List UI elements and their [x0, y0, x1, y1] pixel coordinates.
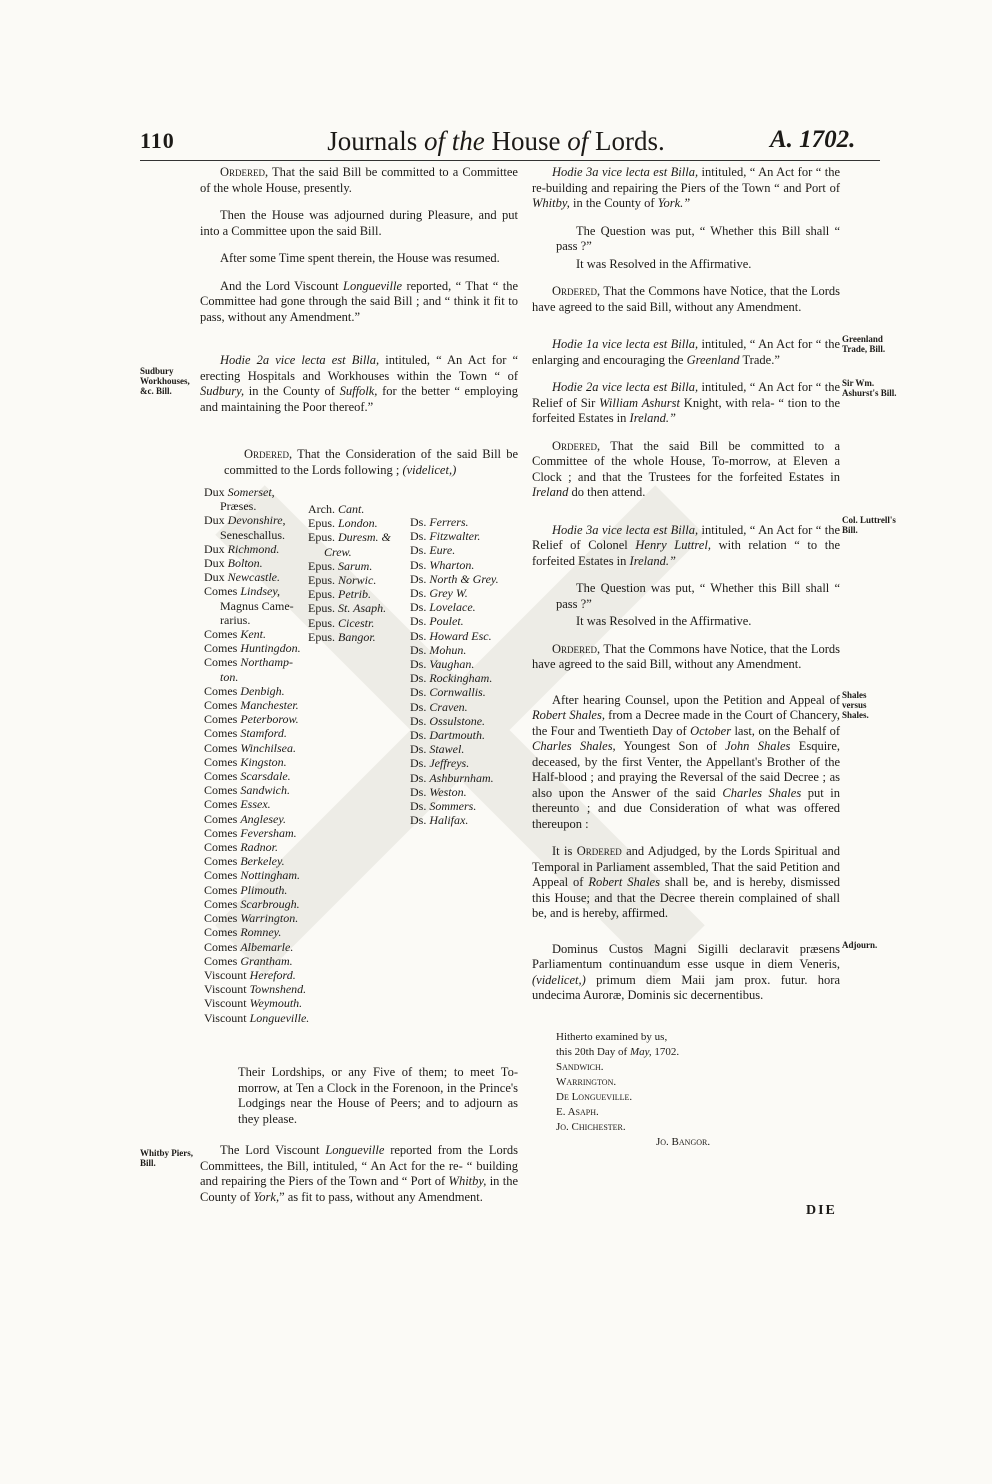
lord-name: Mohun. — [429, 642, 467, 657]
lord-title: Comes — [204, 939, 238, 954]
lord-name: Hereford. — [249, 967, 296, 982]
lord-entry — [204, 627, 309, 641]
lord-title: Ds. — [410, 628, 427, 643]
lord-name: Plimouth. — [240, 882, 288, 897]
lord-entry — [308, 545, 391, 559]
lord-name: Denbigh. — [240, 683, 285, 698]
lord-name: Grantham. — [240, 953, 293, 968]
lord-entry — [204, 911, 309, 925]
lord-name: Fitzwalter. — [429, 529, 481, 544]
paragraph-judgment: It is Ordered and Adjudged, by the Lords Spiritual and Temporal in Parliament assembled, That the said Petition and Appeal of Robert Shales shall be, and is hereby, dismissed this House; and that the Decree therein complained of shall be, and is hereby, affirmed. — [532, 844, 840, 920]
lord-name: Weymouth. — [249, 996, 303, 1011]
lord-title: Epus. — [308, 573, 335, 588]
lord-title: Ds. — [410, 742, 427, 757]
left-column — [200, 165, 518, 490]
margin-note-ashurst: Sir Wm. Ashurst's Bill. — [842, 378, 897, 398]
lord-entry — [204, 755, 309, 769]
lord-entry — [204, 485, 309, 499]
paragraph-sudbury-bill: Hodie 2a vice lecta est Billa, intituled, “ An Act for “ erecting Hospitals and Workhouses within the Town “ of Sudbury, in the County of Suffolk, for the better “ employing and maintaining the Poor thereof.” — [200, 353, 519, 414]
lord-name: Kent. — [240, 627, 267, 642]
margin-note-adjourn: Adjourn. — [842, 940, 878, 950]
lord-title: Comes — [204, 840, 238, 855]
lord-name: Ashburnham. — [429, 770, 494, 785]
page-number: 110 — [140, 128, 175, 153]
lord-title: Dux — [204, 485, 225, 499]
lord-name: Præses. — [220, 499, 257, 514]
lord-title: Ds. — [410, 699, 427, 714]
lord-entry — [204, 925, 309, 939]
lord-name: Poulet. — [429, 614, 464, 629]
lord-entry — [308, 587, 391, 601]
lord-entry — [410, 529, 499, 543]
lord-title: Ds. — [410, 713, 427, 728]
lord-entry — [204, 670, 309, 684]
lord-entry — [204, 698, 309, 712]
lord-title: Viscount — [204, 996, 247, 1011]
signature-intro: Hitherto examined by us, — [556, 1031, 668, 1043]
signature-date: this 20th Day of May, 1702. — [556, 1046, 680, 1058]
paragraph-resumed: After some Time spent therein, the House was resumed. — [220, 251, 500, 265]
lord-title: Ds. — [410, 515, 427, 529]
lord-name: Halifax. — [429, 813, 469, 828]
lord-entry — [204, 741, 309, 755]
lord-title: Ds. — [410, 671, 427, 686]
lord-title: Comes — [204, 882, 238, 897]
lord-entry — [204, 783, 309, 797]
lord-name: Crew. — [324, 544, 352, 559]
lord-entry — [204, 613, 309, 627]
lord-entry — [410, 657, 499, 671]
lord-name: Seneschallus. — [220, 527, 285, 542]
lord-name: Dartmouth. — [429, 728, 486, 743]
question-put-1: The Question was put, “ Whether this Bill shall “ pass ?” — [556, 223, 840, 253]
lord-entry — [308, 630, 391, 644]
resolved-2: It was Resolved in the Affirmative. — [576, 614, 752, 628]
lord-title: Ds. — [410, 529, 427, 544]
lord-name: Sarum. — [338, 558, 373, 573]
lord-title: Viscount — [204, 967, 247, 982]
whitby-report-paragraph: The Lord Viscount Longueville reported from the Lords Committees, the Bill, intituled, “ An Act for the re- “ building and repairing the Piers of the Town and “ Port of Whitby, in the County of York,” as fit to pass, without any Amendment. — [200, 1143, 519, 1204]
lord-entry — [204, 655, 309, 669]
lord-title: Viscount — [204, 982, 247, 997]
lord-title: Comes — [204, 627, 238, 642]
lord-name: Magnus Came- — [220, 598, 294, 613]
lord-name: Townshend. — [249, 982, 307, 997]
lord-title: Ds. — [410, 543, 427, 558]
lord-entry — [410, 600, 499, 614]
lord-entry — [204, 968, 309, 982]
lord-entry — [204, 854, 309, 868]
lord-title: Ds. — [410, 756, 427, 771]
paragraph-report: And the Lord Viscount Longueville reported, “ That “ the Committee had gone through the said Bill ; and “ think it fit to pass, without any Amendment.” — [200, 278, 518, 324]
lord-name: Stamford. — [240, 726, 287, 741]
lord-entry — [204, 868, 309, 882]
right-column — [532, 165, 840, 1016]
lord-title: Dux — [204, 513, 225, 528]
lord-name: North & Grey. — [429, 571, 499, 586]
lord-entry — [204, 499, 309, 513]
lord-entry — [204, 883, 309, 897]
paragraph-ordered-commit: Ordered, That the said Bill be committed to a Committee of the whole House, presently. — [200, 165, 518, 195]
lord-entry — [308, 601, 391, 615]
paragraph-whitby-third-reading: Hodie 3a vice lecta est Billa, intituled, “ An Act for “ the re-building and repairing the Piers of the Town “ and Port of Whitby, in the County of York.” — [532, 165, 840, 210]
signature-name: Jo. Chichester. — [556, 1121, 626, 1133]
lord-title: Epus. — [308, 530, 335, 545]
lord-entry — [308, 516, 391, 530]
lord-title: Comes — [204, 925, 238, 940]
catchword: DIE — [806, 1203, 837, 1218]
signature-name: Sandwich. — [556, 1061, 604, 1073]
lord-name: Rockingham. — [429, 671, 493, 686]
lord-name: Bolton. — [227, 556, 263, 571]
lord-name: Petrib. — [338, 587, 371, 602]
lord-title: Ds. — [410, 813, 427, 828]
paragraph-adjournment: Dominus Custos Magni Sigilli declaravit præsens Parliamentum continuandum esse usque in diem Veneris, (videlicet,) primum diem Maii jam prox. futur. hora undecima Auroræ, Dominis sic decernentibus. — [532, 941, 840, 1002]
paragraph-ashurst-bill: Hodie 2a vice lecta est Billa, intituled, “ An Act for “ the Relief of Sir William Ashurst Knight, with rela- “ tion to the forfeited Estates in Ireland.” — [532, 380, 840, 425]
lord-title: Comes — [204, 868, 238, 883]
lord-entry — [410, 614, 499, 628]
lord-name: Anglesey. — [240, 811, 286, 826]
lords-list-bishops — [308, 502, 391, 644]
margin-note-shales: Shales versus Shales. — [842, 690, 869, 720]
lord-name: Craven. — [429, 699, 468, 714]
lord-title: Comes — [204, 712, 238, 727]
year-heading: A. 1702. — [770, 126, 856, 153]
lord-title: Dux — [204, 541, 225, 556]
lord-name: Ferrers. — [429, 515, 469, 529]
lord-name: Winchilsea. — [240, 740, 297, 755]
lord-entry — [204, 840, 309, 854]
lord-entry — [410, 799, 499, 813]
lord-title: Epus. — [308, 629, 335, 644]
lord-name: Cicestr. — [338, 615, 375, 630]
lords-meeting-paragraph: Their Lordships, or any Five of them; to meet To-morrow, at Ten a Clock in the Forenoon, in the Prince's Lodgings near the House of Peers; and to adjourn as they please. — [238, 1065, 518, 1126]
lord-title: Dux — [204, 556, 225, 571]
paragraph-luttrell-bill: Hodie 3a vice lecta est Billa, intituled, “ An Act for “ the Relief of Colonel Henry Luttrel, with relation “ to the forfeited Estates in Ireland.” — [532, 522, 841, 568]
lord-entry — [410, 515, 499, 529]
lord-entry — [308, 559, 391, 573]
lord-name: Ossulstone. — [429, 713, 486, 728]
lord-entry — [410, 671, 499, 685]
lord-title: Comes — [204, 797, 238, 812]
lord-name: Sandwich. — [240, 783, 291, 798]
question-put-2: The Question was put, “ Whether this Bill shall “ pass ?” — [556, 581, 840, 611]
lord-entry — [308, 502, 391, 516]
paragraph-shales-appeal: After hearing Counsel, upon the Petition and Appeal of Robert Shales, from a Decree made in the Court of Chancery, the Four and Twentieth Day of October last, on the Behalf of Charles Shales, Youngest Son of John Shales Esquire, deceased, by the first Venter, the Appellant's Brother of the Half-blood ; and praying the Reversal of the said Decree ; as also upon the Answer of the said Charles Shales put in thereunto ; and due Consideration of what was offered thereupon : — [532, 692, 841, 831]
lord-name: Sommers. — [429, 799, 477, 814]
lord-name: Somerset, — [227, 485, 275, 499]
lord-name: Berkeley. — [240, 854, 285, 869]
resolved-1: It was Resolved in the Affirmative. — [576, 256, 752, 271]
lord-name: St. Asaph. — [338, 601, 387, 616]
lords-list-temporal — [204, 485, 309, 1025]
lord-name: Newcastle. — [227, 570, 280, 585]
lord-entry — [410, 742, 499, 756]
lord-name: ton. — [220, 669, 239, 684]
lord-name: Devonshire, — [227, 513, 286, 528]
lord-entry — [308, 573, 391, 587]
lord-title: Epus. — [308, 587, 335, 602]
lord-entry — [410, 813, 499, 827]
paragraph-greenland-bill: Hodie 1a vice lecta est Billa, intituled, “ An Act for “ the enlarging and encouraging the Greenland Trade.” — [532, 337, 840, 367]
lord-name: Northamp- — [240, 655, 294, 670]
lord-title: Comes — [204, 825, 238, 840]
lord-title: Ds. — [410, 600, 427, 615]
lord-title: Ds. — [410, 586, 427, 601]
lord-entry — [410, 700, 499, 714]
lord-entry — [308, 530, 391, 544]
margin-note-whitby: Whitby Piers, Bill. — [140, 1148, 193, 1168]
lord-entry — [204, 797, 309, 811]
lord-name: Lindsey, — [240, 584, 281, 599]
lord-entry — [204, 1011, 309, 1025]
lord-name: Bangor. — [338, 629, 376, 644]
signature-name: De Longueville. — [556, 1091, 633, 1103]
lord-title: Comes — [204, 641, 238, 656]
lord-name: Grey W. — [429, 586, 468, 601]
lord-entry — [204, 812, 309, 826]
lord-title: Comes — [204, 698, 238, 713]
lord-name: Essex. — [240, 797, 271, 812]
lord-name: rarius. — [220, 612, 251, 627]
lord-name: London. — [338, 516, 378, 531]
lord-title: Comes — [204, 854, 238, 869]
lord-title: Comes — [204, 655, 238, 670]
lord-title: Ds. — [410, 557, 427, 572]
lord-entry — [410, 543, 499, 557]
lord-title: Ds. — [410, 685, 427, 700]
lord-name: Duresm. & — [338, 530, 391, 545]
lord-entry — [308, 616, 391, 630]
lord-name: Cornwallis. — [429, 685, 486, 700]
lord-title: Ds. — [410, 657, 427, 672]
lord-entry — [410, 714, 499, 728]
lord-name: Vaughan. — [429, 657, 475, 672]
lord-entry — [204, 897, 309, 911]
margin-note-sudbury: Sudbury Workhouses, &c. Bill. — [140, 366, 190, 396]
lord-entry — [410, 728, 499, 742]
lord-name: Howard Esc. — [429, 628, 492, 643]
lord-title: Ds. — [410, 571, 427, 586]
lord-entry — [204, 996, 309, 1010]
lord-title: Comes — [204, 769, 238, 784]
header-rule — [140, 160, 880, 161]
lord-title: Ds. — [410, 614, 427, 629]
lord-name: Kingston. — [240, 754, 287, 769]
lord-title: Ds. — [410, 642, 427, 657]
lord-name: Weston. — [429, 784, 467, 799]
lord-entry — [410, 771, 499, 785]
lord-entry — [410, 785, 499, 799]
lord-name: Lovelace. — [429, 600, 476, 615]
lord-title: Comes — [204, 811, 238, 826]
lord-name: Cant. — [338, 502, 365, 516]
lord-entry — [410, 756, 499, 770]
lord-title: Comes — [204, 754, 238, 769]
lord-name: Eure. — [429, 543, 456, 558]
lord-title: Comes — [204, 953, 238, 968]
lord-title: Ds. — [410, 728, 427, 743]
lord-name: Stawel. — [429, 742, 465, 757]
lord-entry — [204, 940, 309, 954]
paragraph-commit-2: Ordered, That the said Bill be committed to a Committee of the whole House, To-morrow, at Eleven a Clock ; and that the Trustees for the forfeited Estates in Ireland do then attend. — [532, 438, 840, 499]
lord-entry — [204, 982, 309, 996]
lord-entry — [410, 572, 499, 586]
lord-name: Manchester. — [240, 698, 299, 713]
lord-name: Huntingdon. — [240, 641, 301, 656]
lord-entry — [204, 641, 309, 655]
margin-note-greenland: Greenland Trade, Bill. — [842, 334, 886, 354]
lord-title: Ds. — [410, 770, 427, 785]
lord-name: Richmond. — [227, 541, 280, 556]
lord-entry — [204, 684, 309, 698]
lord-title: Comes — [204, 783, 238, 798]
lord-entry — [204, 712, 309, 726]
lord-title: Comes — [204, 584, 238, 599]
paragraph-notice-1: Ordered, That the Commons have Notice, that the Lords have agreed to the said Bill, without any Amendment. — [532, 284, 840, 314]
lord-title: Epus. — [308, 558, 335, 573]
lord-entry — [204, 726, 309, 740]
lord-name: Radnor. — [240, 840, 279, 855]
margin-note-luttrell: Col. Luttrell's Bill. — [842, 515, 896, 535]
lord-entry — [410, 685, 499, 699]
lords-list-barons — [410, 515, 499, 827]
lord-entry — [204, 556, 309, 570]
lord-entry — [204, 542, 309, 556]
lord-name: Albemarle. — [240, 939, 294, 954]
lord-name: Feversham. — [240, 825, 297, 840]
lord-entry — [410, 629, 499, 643]
lord-title: Ds. — [410, 784, 427, 799]
lord-title: Comes — [204, 726, 238, 741]
lord-name: Scarsdale. — [240, 769, 291, 784]
lord-title: Comes — [204, 911, 238, 926]
lord-name: Norwic. — [338, 573, 377, 588]
lord-name: Longueville. — [249, 1010, 310, 1025]
lord-title: Viscount — [204, 1010, 247, 1025]
lord-name: Peterborow. — [240, 712, 299, 727]
paragraph-adjourned: Then the House was adjourned during Pleasure, and put into a Committee upon the said Bill. — [200, 208, 518, 238]
lord-title: Epus. — [308, 615, 335, 630]
lord-entry — [204, 599, 309, 613]
paragraph-notice-2: Ordered, That the Commons have Notice, that the Lords have agreed to the said Bill, without any Amendment. — [532, 641, 840, 671]
lord-title: Arch. — [308, 502, 335, 516]
lord-name: Warrington. — [240, 911, 299, 926]
lord-title: Epus. — [308, 601, 335, 616]
lord-name: Wharton. — [429, 557, 475, 572]
lord-entry — [204, 584, 309, 598]
lord-title: Ds. — [410, 799, 427, 814]
signature-block — [556, 1030, 710, 1150]
lord-entry — [204, 769, 309, 783]
signature-name: Warrington. — [556, 1076, 617, 1088]
lord-entry — [410, 558, 499, 572]
lord-name: Romney. — [240, 925, 282, 940]
lord-entry — [204, 570, 309, 584]
running-title: Journals of the House of Lords. — [327, 126, 665, 156]
lord-title: Dux — [204, 570, 225, 585]
paragraph-committee: Ordered, That the Consideration of the said Bill be committed to the Lords following ; (videlicet,) — [224, 447, 518, 477]
lord-title: Epus. — [308, 516, 335, 531]
lord-entry — [204, 513, 309, 527]
signature-names — [556, 1060, 710, 1135]
lord-title: Comes — [204, 683, 238, 698]
lord-title: Comes — [204, 896, 238, 911]
lord-title: Comes — [204, 740, 238, 755]
signature-bangor: Jo. Bangor. — [656, 1136, 711, 1148]
signature-name: E. Asaph. — [556, 1106, 599, 1118]
lord-entry — [410, 586, 499, 600]
lord-name: Jeffreys. — [429, 756, 470, 771]
lord-name: Nottingham. — [240, 868, 301, 883]
lord-entry — [204, 826, 309, 840]
lord-entry — [410, 643, 499, 657]
lord-name: Scarbrough. — [240, 896, 300, 911]
lord-entry — [204, 954, 309, 968]
lord-entry — [204, 528, 309, 542]
